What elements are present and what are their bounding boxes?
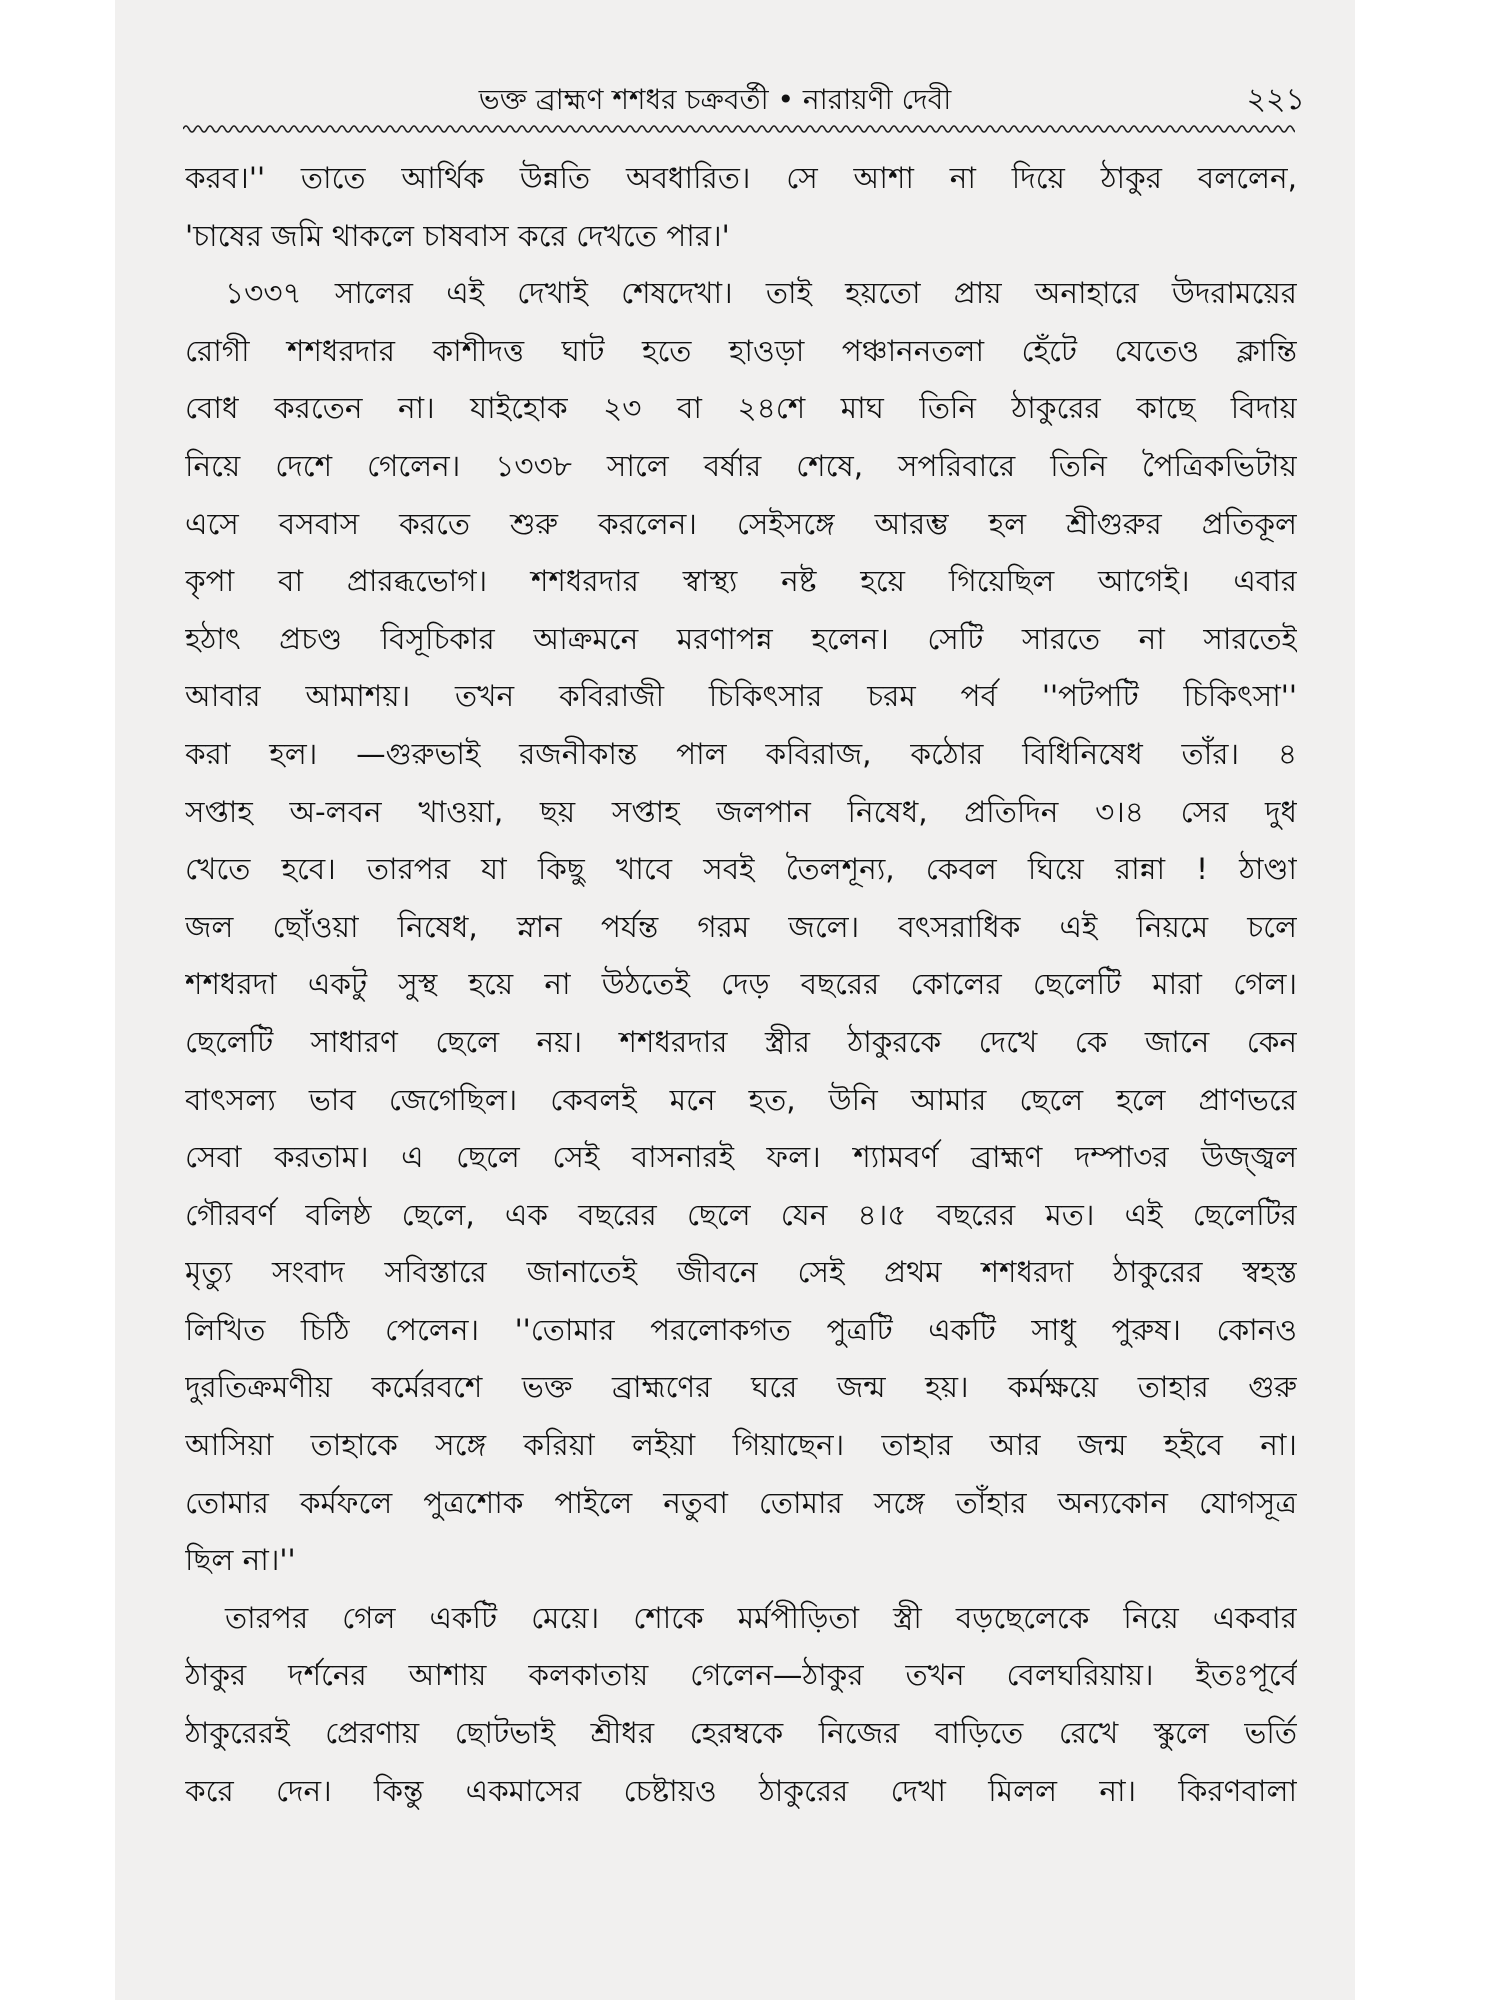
text-line: করব।'' তাতে আর্থিক উন্নতি অবধারিত। সে আশা না দিয়ে ঠাকুর বললেন, bbox=[185, 161, 1297, 195]
text-line: তোমার কর্মফলে পুত্রশোক পাইলে নতুবা তোমার সঙ্গে তাঁহার অন্যকোন যোগসূত্র bbox=[185, 1485, 1297, 1520]
text-line: ঠাকুরেরই প্রেরণায় ছোটভাই শ্রীধর হেরম্বকে নিজের বাড়িতে রেখে স্কুলে ভর্তি bbox=[185, 1716, 1297, 1751]
text-line: ছেলেটি সাধারণ ছেলে নয়। শশধরদার স্ত্রীর ঠাকুরকে দেখে কে জানে কেন bbox=[185, 1024, 1297, 1059]
text-line: আবার আমাশয়। তখন কবিরাজী চিকিৎসার চরম পর্ব ''পটপটি চিকিৎসা'' bbox=[185, 679, 1297, 714]
text-line: সপ্তাহ অ-লবন খাওয়া, ছয় সপ্তাহ জলপান নিষেধ, প্রতিদিন ৩।৪ সের দুধ bbox=[185, 794, 1297, 829]
body-text bbox=[185, 150, 1297, 1820]
book-page bbox=[115, 0, 1355, 2000]
text-line: হঠাৎ প্রচণ্ড বিসূচিকার আক্রমনে মরণাপন্ন হলেন। সেটি সারতে না সারতেই bbox=[185, 621, 1297, 656]
running-title: ভক্ত ব্রাহ্মণ শশধর চক্রবর্তী • নারায়ণী দেবী bbox=[478, 83, 952, 116]
text-line: তারপর গেল একটি মেয়ে। শোকে মর্মপীড়িতা স্ত্রী বড়ছেলেকে নিয়ে একবার bbox=[225, 1600, 1297, 1635]
text-line: ১৩৩৭ সালের এই দেখাই শেষদেখা। তাই হয়তো প্রায় অনাহারে উদরাময়ের bbox=[225, 276, 1297, 311]
text-line: রোগী শশধরদার কাশীদত্ত ঘাট হতে হাওড়া পঞ্চাননতলা হেঁটে যেতেও ক্লান্তি bbox=[185, 333, 1297, 368]
text-line: খেতে হবে। তারপর যা কিছু খাবে সবই তৈলশূন্য, কেবল ঘিয়ে রান্না ! ঠাণ্ডা bbox=[185, 852, 1297, 887]
text-line: শশধরদা একটু সুস্থ হয়ে না উঠতেই দেড় বছরের কোলের ছেলেটি মারা গেল। bbox=[185, 967, 1297, 1002]
text-line: বাৎসল্য ভাব জেগেছিল। কেবলই মনে হত, উনি আমার ছেলে হলে প্রাণভরে bbox=[185, 1082, 1297, 1117]
page-header bbox=[115, 72, 1355, 128]
text-line: করা হল। —গুরুভাই রজনীকান্ত পাল কবিরাজ, কঠোর বিধিনিষেধ তাঁর। ৪ bbox=[185, 736, 1297, 771]
text-line: ঠাকুর দর্শনের আশায় কলকাতায় গেলেন—ঠাকুর তখন বেলঘরিয়ায়। ইতঃপূর্বে bbox=[185, 1658, 1297, 1693]
text-line: দুরতিক্রমণীয় কর্মেরবশে ভক্ত ব্রাহ্মণের ঘরে জন্ম হয়। কর্মক্ষয়ে তাহার গুরু bbox=[185, 1370, 1297, 1405]
wavy-rule-divider bbox=[183, 122, 1295, 136]
text-line: গৌরবর্ণ বলিষ্ঠ ছেলে, এক বছরের ছেলে যেন ৪।৫ বছরের মত। এই ছেলেটির bbox=[185, 1197, 1297, 1232]
text-line: 'চাষের জমি থাকলে চাষবাস করে দেখতে পার।' bbox=[185, 218, 730, 253]
text-line: কৃপা বা প্রারব্ধভোগ। শশধরদার স্বাস্থ্য নষ্ট হয়ে গিয়েছিল আগেই। এবার bbox=[185, 564, 1297, 599]
text-line: নিয়ে দেশে গেলেন। ১৩৩৮ সালে বর্ষার শেষে, সপরিবারে তিনি পৈত্রিকভিটায় bbox=[185, 448, 1297, 483]
page-number: ২২১ bbox=[1246, 82, 1305, 117]
text-line: সেবা করতাম। এ ছেলে সেই বাসনারই ফল। শ্যামবর্ণ ব্রাহ্মণ দম্পা৩র উজ্জ্বল bbox=[185, 1140, 1297, 1175]
text-line: করে দেন। কিন্তু একমাসের চেষ্টায়ও ঠাকুরের দেখা মিলল না। কিরণবালা bbox=[185, 1773, 1297, 1808]
text-line: ছিল না।'' bbox=[185, 1543, 296, 1578]
text-line: লিখিত চিঠি পেলেন। ''তোমার পরলোকগত পুত্রটি একটি সাধু পুরুষ। কোনও bbox=[185, 1312, 1297, 1347]
text-line: জল ছোঁওয়া নিষেধ, স্নান পর্যন্ত গরম জলে। বৎসরাধিক এই নিয়মে চলে bbox=[185, 909, 1297, 944]
text-line: বোধ করতেন না। যাইহোক ২৩ বা ২৪শে মাঘ তিনি ঠাকুরের কাছে বিদায় bbox=[185, 391, 1297, 426]
text-line: মৃত্যু সংবাদ সবিস্তারে জানাতেই জীবনে সেই প্রথম শশধরদা ঠাকুরের স্বহস্ত bbox=[185, 1255, 1297, 1290]
text-line: এসে বসবাস করতে শুরু করলেন। সেইসঙ্গে আরম্ভ হল শ্রীগুরুর প্রতিকূল bbox=[185, 506, 1297, 541]
text-line: আসিয়া তাহাকে সঙ্গে করিয়া লইয়া গিয়াছেন। তাহার আর জন্ম হইবে না। bbox=[185, 1428, 1297, 1463]
